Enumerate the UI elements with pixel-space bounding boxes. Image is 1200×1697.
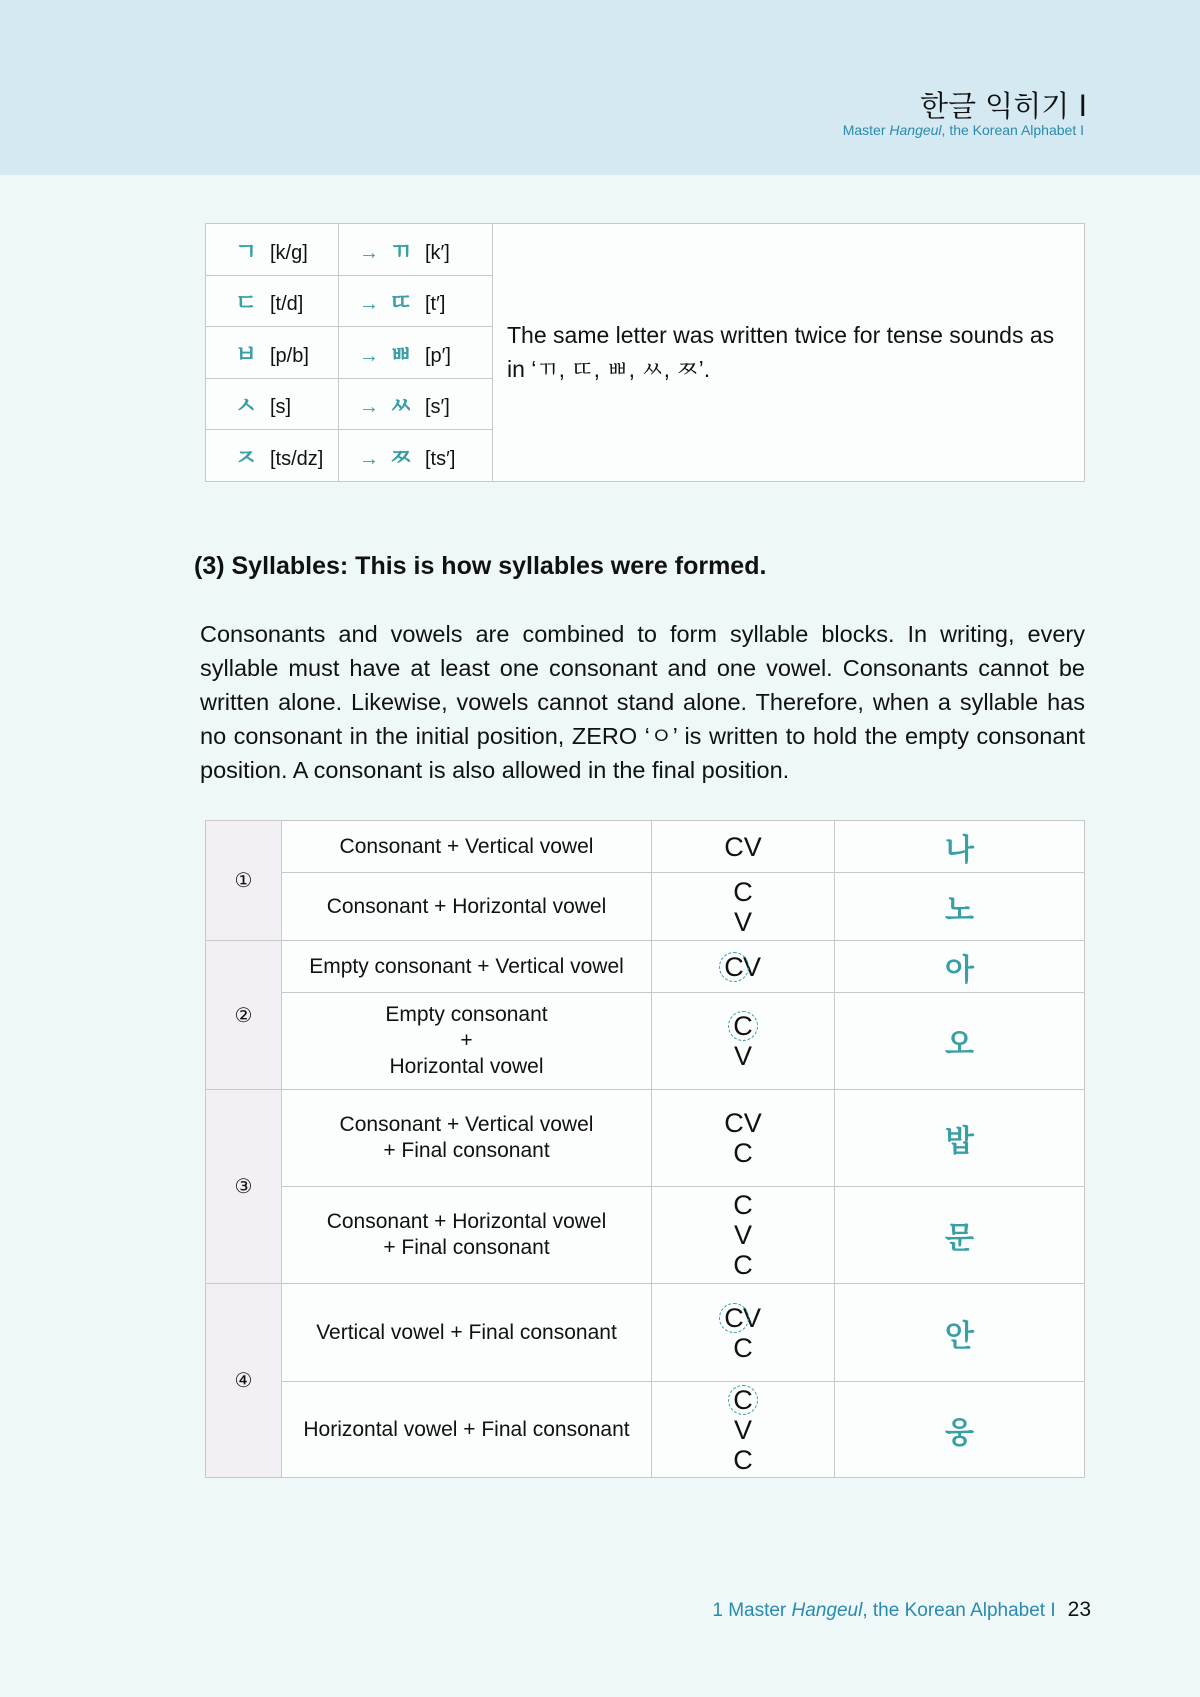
arrow-icon: → [359,241,379,264]
pattern: CV C [652,1090,835,1187]
tense-consonant-cell: → ㅃ [p′] [339,327,493,379]
pattern: CV [652,941,835,993]
example-syllable: 문 [835,1187,1085,1284]
arrow-icon: → [359,447,379,470]
plain-consonant-cell: ㅈ [ts/dz] [206,430,339,482]
structure-desc: Empty consonant + Horizontal vowel [282,993,652,1090]
example-syllable: 노 [835,873,1085,941]
tense-consonant-table [205,223,1085,482]
group-number: ④ [206,1284,282,1478]
group-number: ① [206,821,282,941]
example-syllable: 밥 [835,1090,1085,1187]
example-syllable: 아 [835,941,1085,993]
pattern: CV C [652,1284,835,1382]
table-row [206,1090,1085,1187]
example-syllable: 안 [835,1284,1085,1382]
pattern: C V [652,873,835,941]
chapter-subtitle: Master Hangeul, the Korean Alphabet I [842,122,1084,138]
structure-desc: Consonant + Horizontal vowel + Final consonant [282,1187,652,1284]
table-row [206,993,1085,1090]
tense-note: The same letter was written twice for tense sounds as in ‘ㄲ, ㄸ, ㅃ, ㅆ, ㅉ’. [493,224,1085,482]
page-footer: 1 Master Hangeul, the Korean Alphabet I 23 [712,1598,1091,1621]
table-row [206,941,1085,993]
group-number: ③ [206,1090,282,1284]
group-number: ② [206,941,282,1090]
structure-desc: Horizontal vowel + Final consonant [282,1382,652,1478]
arrow-icon: → [359,344,379,367]
section-paragraph: Consonants and vowels are combined to form syllable blocks. In writing, every syllable must have at least one consonant and one vowel. Consonants cannot be written alone. Likewise, vowels cannot stand alone. Therefore, when a syllable has no consonant in the initial position, ZERO ‘ㅇ’ is written to hold the empty consonant position. A consonant is also allowed in the final position. [200,621,1085,783]
plain-consonant-cell: ㅅ [s] [206,378,339,430]
empty-consonant-circle: C [728,1385,758,1415]
example-syllable: 오 [835,993,1085,1090]
structure-desc: Consonant + Horizontal vowel [282,873,652,941]
structure-desc: Empty consonant + Vertical vowel [282,941,652,993]
table-row [206,224,1085,276]
pattern: C V C [652,1382,835,1478]
tense-consonant-cell: → ㅉ [ts′] [339,430,493,482]
table-row [206,1382,1085,1478]
structure-desc: Vertical vowel + Final consonant [282,1284,652,1382]
arrow-icon: → [359,293,379,316]
table-row [206,1284,1085,1382]
section-heading: (3) Syllables: This is how syllables were formed. [194,552,767,580]
pattern: C V C [652,1187,835,1284]
arrow-icon: → [359,396,379,419]
syllable-table [205,820,1085,1478]
plain-consonant-cell: ㄱ [k/g] [206,224,339,276]
example-syllable: 나 [835,821,1085,873]
structure-desc: Consonant + Vertical vowel [282,821,652,873]
empty-consonant-circle: C [728,1011,758,1041]
table-row [206,1187,1085,1284]
tense-consonant-cell: → ㄲ [k′] [339,224,493,276]
example-syllable: 웅 [835,1382,1085,1478]
pattern: C V [652,993,835,1090]
chapter-title: 한글 익히기 I [919,89,1087,123]
tense-consonant-cell: → ㄸ [t′] [339,275,493,327]
table-row [206,821,1085,873]
tense-consonant-cell: → ㅆ [s′] [339,378,493,430]
plain-consonant-cell: ㄷ [t/d] [206,275,339,327]
page-number: 23 [1067,1598,1091,1621]
empty-consonant-circle: C [719,952,749,982]
pattern: CV [652,821,835,873]
empty-consonant-circle: C [719,1303,749,1333]
table-row [206,873,1085,941]
plain-consonant-cell: ㅂ [p/b] [206,327,339,379]
structure-desc: Consonant + Vertical vowel + Final consonant [282,1090,652,1187]
